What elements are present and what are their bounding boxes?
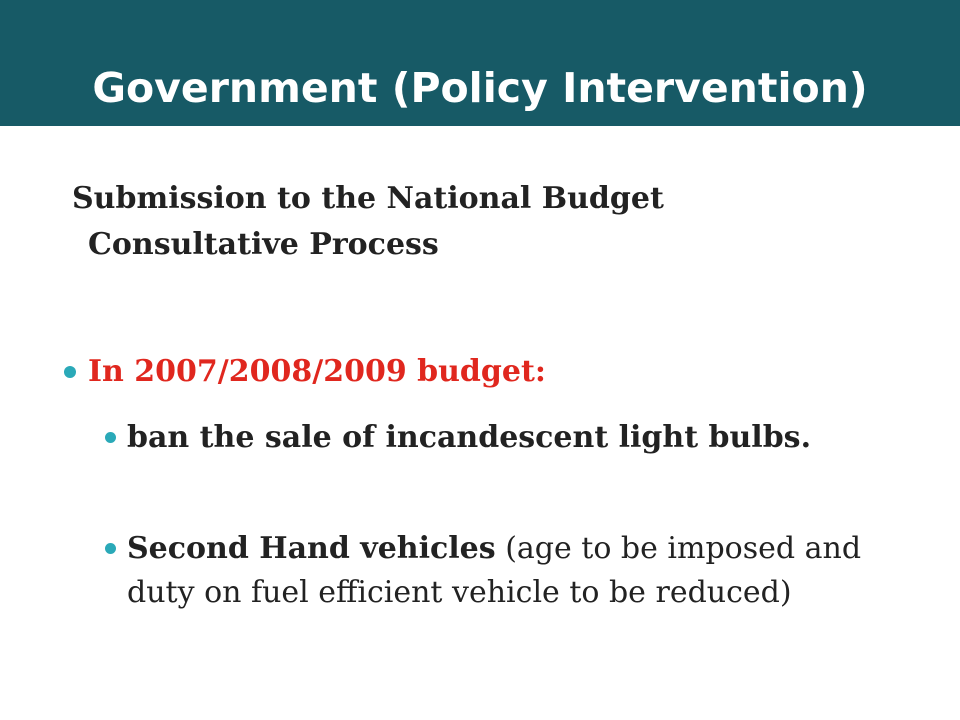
- sub-bullet-vehicles: [127, 527, 927, 615]
- bullet-level-1: In 2007/2008/2009 budget:: [88, 354, 546, 389]
- sub-bullet-text: (age to be imposed and duty on fuel efficient vehicle to be reduced): [127, 531, 862, 610]
- sub-bullet-incandescent: [127, 416, 927, 460]
- sub-bullet-bold-text: ban the sale of incandescent light bulbs.: [127, 420, 812, 455]
- slide-subtitle: Submission to the National Budget Consultative Process: [72, 181, 664, 262]
- sub-bullet-bold-text: Second Hand vehicles: [127, 531, 496, 566]
- bullet-dot-icon: [105, 543, 116, 554]
- bullet-dot-icon: [64, 366, 76, 378]
- slide-title: Government (Policy Intervention): [92, 64, 868, 112]
- bullet-dot-icon: [105, 432, 116, 443]
